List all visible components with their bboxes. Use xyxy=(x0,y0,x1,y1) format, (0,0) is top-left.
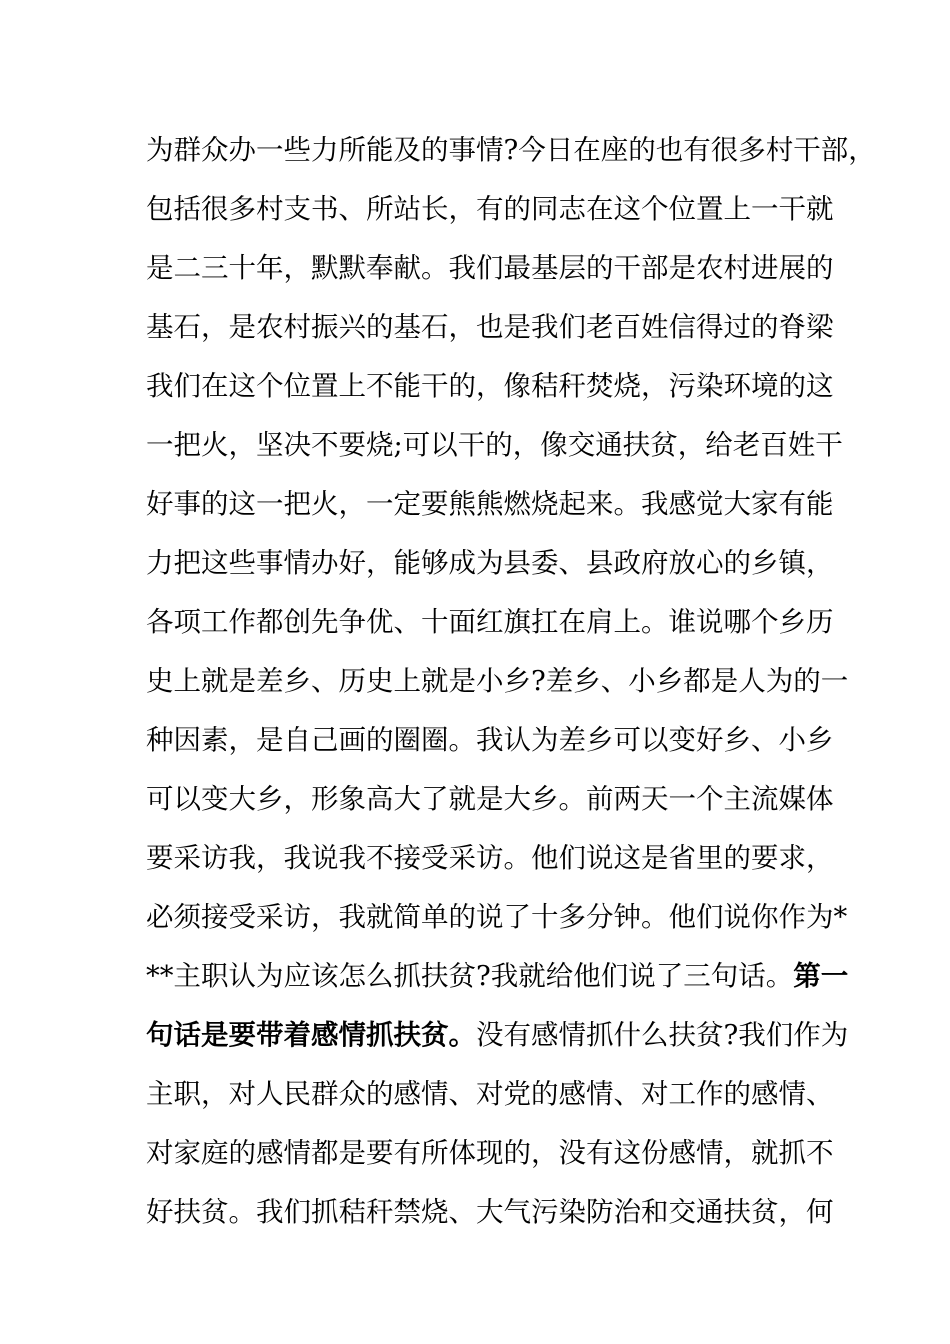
body-text-line-16 xyxy=(146,1015,848,1055)
body-text-line-15 xyxy=(146,956,848,996)
body-text-line-12: 可以变大乡，形象高大了就是大乡。前两天一个主流媒体 xyxy=(146,783,834,815)
body-text-line-4: 基石，是农村振兴的基石，也是我们老百姓信得过的脊梁 xyxy=(146,311,834,343)
body-text-line-17: 主职，对人民群众的感情、对党的感情、对工作的感情、 xyxy=(146,1078,834,1110)
body-text-line-13: 要采访我，我说我不接受采访。他们说这是省里的要求， xyxy=(146,842,834,874)
bold-heading-segment: 第一 xyxy=(793,960,849,992)
body-text-line-7: 好事的这一把火，一定要熊熊燃烧起来。我感觉大家有能 xyxy=(146,488,834,520)
body-text-segment: **主职认为应该怎么抓扶贫?我就给他们说了三句话。 xyxy=(146,960,794,992)
body-text-line-8: 力把这些事情办好，能够成为县委、县政府放心的乡镇， xyxy=(146,547,834,579)
body-text-line-1: 为群众办一些力所能及的事情?今日在座的也有很多村干部， xyxy=(146,134,876,166)
body-text-line-2: 包括很多村支书、所站长，有的同志在这个位置上一干就 xyxy=(146,193,834,225)
body-text-line-6: 一把火，坚决不要烧;可以干的，像交通扶贫，给老百姓干 xyxy=(146,429,843,461)
body-text-line-10: 史上就是差乡、历史上就是小乡?差乡、小乡都是人为的一 xyxy=(146,665,849,697)
body-text-line-9: 各项工作都创先争优、十面红旗扛在肩上。谁说哪个乡历 xyxy=(146,606,834,638)
body-text-segment: 没有感情抓什么扶贫?我们作为 xyxy=(476,1019,849,1051)
body-text-line-19: 好扶贫。我们抓秸秆禁烧、大气污染防治和交通扶贫，何 xyxy=(146,1196,834,1228)
body-text-line-5: 我们在这个位置上不能干的，像秸秆焚烧，污染环境的这 xyxy=(146,370,834,402)
body-text-line-18: 对家庭的感情都是要有所体现的，没有这份感情，就抓不 xyxy=(146,1137,834,1169)
body-text-line-11: 种因素，是自己画的圈圈。我认为差乡可以变好乡、小乡 xyxy=(146,724,834,756)
body-text-line-3: 是二三十年，默默奉献。我们最基层的干部是农村进展的 xyxy=(146,252,834,284)
bold-heading-segment: 句话是要带着感情抓扶贫。 xyxy=(146,1019,476,1051)
body-text-line-14: 必须接受采访，我就简单的说了十多分钟。他们说你作为* xyxy=(146,901,848,933)
